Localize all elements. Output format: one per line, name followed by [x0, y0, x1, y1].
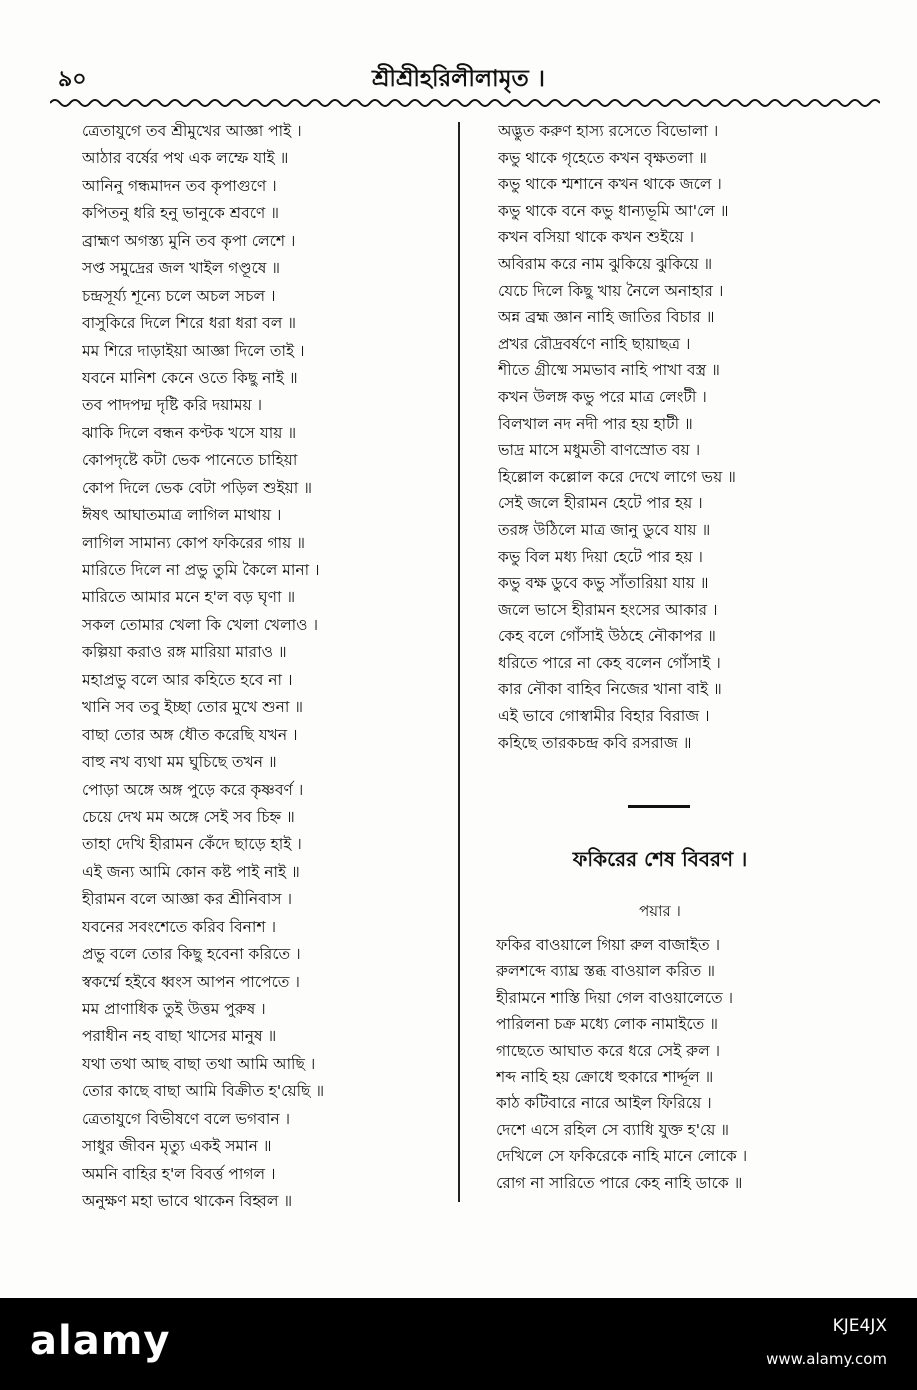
verse-line: হিল্লোল কল্লোল করে দেখে লাগে ভয় ॥: [498, 467, 736, 486]
verse-line: মম প্রাণাধিক তুই উত্তম পুরুষ ।: [82, 1000, 266, 1018]
verse-line: গাছেতে আঘাত করে ধরে সেই রুল ।: [496, 1041, 721, 1060]
verse-line: মারিতে আমার মনে হ'ল বড় ঘৃণা ॥: [82, 588, 296, 607]
verse-line: ত্রেতাযুগে তব শ্রীমুখের আজ্ঞা পাই ।: [82, 122, 302, 140]
verse-line: অমনি বাহির হ'ল বিবর্ত্ত পাগল ।: [82, 1164, 276, 1183]
verse-line: কার নৌকা বাহিব নিজের খানা বাই ॥: [498, 680, 722, 699]
verse-line: কোপদৃষ্টে কটা ভেক পানেতে চাহিয়া: [82, 451, 298, 470]
verse-line: কপিতনু ধরি হনু ভানুকে শ্রবণে ॥: [82, 204, 279, 223]
verse-line: কভু থাকে গৃহেতে কখন বৃক্ষতলা ॥: [498, 148, 707, 167]
verse-line: জলে ভাসে হীরামন হংসের আকার ।: [498, 600, 718, 619]
verse-line: চেয়ে দেখ মম অঙ্গে সেই সব চিহ্ন ॥: [82, 807, 295, 826]
page-title: শ্রীশ্রীহরিলীলামৃত ।: [372, 66, 545, 92]
wavy-divider: [50, 96, 880, 110]
verse-line: এই জন্য আমি কোন কষ্ট পাই নাই ॥: [82, 862, 300, 881]
verse-line: ফকির বাওয়ালে গিয়া রুল বাজাইত ।: [496, 936, 721, 954]
verse-line: ব্রাহ্মণ অগস্ত্য মুনি তব কৃপা লেশে ।: [82, 231, 296, 250]
verse-line: অনুক্ষণ মহা ভাবে থাকেন বিহ্বল ॥: [82, 1192, 293, 1211]
verse-line: পারিলনা চক্র মধ্যে লোক নামাইতে ॥: [496, 1015, 718, 1034]
verse-line: দেশে এসে রহিল সে ব্যাধি যুক্ত হ'য়ে ॥: [496, 1120, 730, 1139]
verse-line: দেখিলে সে ফকিরেকে নাহি মানে লোকে ।: [496, 1147, 748, 1166]
alamy-logo: alamy: [30, 1318, 171, 1364]
verse-line: আঠার বর্ষের পথ এক লম্ফে যাই ॥: [82, 149, 289, 168]
verse-line: পোড়া অঙ্গে অঙ্গ পুড়ে করে কৃষ্ণবর্ণ ।: [82, 780, 304, 799]
site-url: www.alamy.com: [766, 1350, 887, 1368]
verse-line: ঝাকি দিলে বন্ধন কণ্টক খসে যায় ॥: [82, 423, 297, 442]
verse-line: চন্দ্রসূর্য্য শূন্যে চলে অচল সচল ।: [82, 286, 276, 305]
section-verse-column: [496, 932, 826, 1196]
verse-line: স্বকর্ম্মে হইবে ধ্বংস আপন পাপেতে ।: [82, 972, 300, 991]
verse-line: সাধুর জীবন মৃত্যু একই সমান ॥: [82, 1137, 272, 1156]
meter-label: পয়ার ।: [639, 902, 681, 920]
verse-line: হীরামনে শাস্তি দিয়া গেল বাওয়ালেতে ।: [496, 988, 734, 1007]
verse-line: খানি সব তবু ইচ্ছা তোর মুখে শুনা ॥: [82, 698, 304, 717]
verse-line: মারিতে দিলে না প্রভু তুমি কৈলে মানা ।: [82, 561, 320, 579]
verse-line: সপ্ত সমুদ্রের জল খাইল গণ্ডূষে ॥: [82, 259, 281, 278]
verse-line: কল্পিয়া করাও রঙ্গ মারিয়া মারাও ॥: [82, 643, 287, 662]
verse-line: বিলখাল নদ নদী পার হয় হাটী ॥: [498, 414, 693, 433]
verse-line: বাহু নখ ব্যথা মম ঘুচিছে তখন ॥: [82, 753, 277, 772]
verse-line: শীতে গ্রীষ্মে সমভাব নাহি পাখা বস্ত্র ॥: [498, 361, 720, 380]
section-title: ফকিরের শেষ বিবরণ ।: [572, 847, 748, 871]
verse-line: রুলশব্দে ব্যাঘ্র স্তব্ধ বাওয়াল করিত ॥: [496, 962, 715, 981]
verse-line: যবনে মানিশ কেনে ওতে কিছু নাই ॥: [82, 368, 298, 387]
verse-line: অন্ন ব্রহ্ম জ্ঞান নাহি জাতির বিচার ॥: [498, 308, 715, 327]
verse-line: যবনের সবংশেতে করিব বিনাশ ।: [82, 917, 277, 936]
verse-line: কেহ বলে গোঁসাই উঠহে নৌকাপর ॥: [498, 627, 716, 646]
right-verse-column: [498, 118, 828, 756]
verse-line: তব পাদপদ্ম দৃষ্টি করি দয়াময় ।: [82, 396, 263, 415]
verse-line: আনিনু গন্ধমাদন তব কৃপাগুণে ।: [82, 176, 277, 195]
verse-line: যথা তথা আছ বাছা তথা আমি আছি ।: [82, 1054, 316, 1073]
verse-line: পরাধীন নহ বাছা খাসের মানুষ ॥: [82, 1027, 277, 1046]
verse-line: ভাদ্র মাসে মধুমতী বাণস্রোত বয় ।: [498, 441, 701, 460]
verse-line: কোপ দিলে ভেক বেটা পড়িল শুইয়া ॥: [82, 478, 312, 497]
verse-line: তোর কাছে বাছা আমি বিক্রীত হ'য়েছি ॥: [82, 1082, 325, 1101]
verse-line: ধরিতে পারে না কেহ বলেন গোঁসাই ।: [498, 653, 721, 672]
verse-line: তরঙ্গ উঠিলে মাত্র জানু ডুবে যায় ॥: [498, 520, 711, 539]
verse-line: লাগিল সামান্য কোপ ফকিরের গায় ॥: [82, 533, 305, 552]
left-verse-column: [82, 118, 452, 1216]
verse-line: কভু থাকে বনে কভু ধান্যভূমি আ'লে ॥: [498, 201, 729, 220]
verse-line: কখন বসিয়া থাকে কখন শুইয়ে ।: [498, 228, 695, 247]
verse-line: ত্রেতাযুগে বিভীষণে বলে ভগবান ।: [82, 1109, 291, 1128]
verse-line: বাসুকিরে দিলে শিরে ধরা ধরা বল ॥: [82, 314, 297, 333]
verse-line: কভু বক্ষ ডুবে কভু সাঁতারিয়া যায় ॥: [498, 574, 709, 593]
verse-line: কহিছে তারকচন্দ্র কবি রসরাজ ॥: [498, 733, 692, 752]
verse-line: এই ভাবে গোস্বামীর বিহার বিরাজ ।: [498, 707, 710, 726]
verse-line: প্রভু বলে তোর কিছু হবেনা করিতে ।: [82, 945, 301, 964]
image-id: KJE4JX: [832, 1316, 887, 1336]
verse-line: সকল তোমার খেলা কি খেলা খেলাও ।: [82, 615, 319, 634]
verse-line: রোগ না সারিতে পারে কেহ নাহি ডাকে ॥: [496, 1173, 743, 1192]
verse-line: শব্দ নাহি হয় ক্রোধে হুকারে শার্দ্দূল ॥: [496, 1067, 714, 1086]
verse-line: ঈষৎ আঘাতমাত্র লাগিল মাথায় ।: [82, 506, 282, 525]
verse-line: মম শিরে দাড়াইয়া আজ্ঞা দিলে তাই ।: [82, 341, 305, 360]
verse-line: মহাপ্রভু বলে আর কহিতে হবে না ।: [82, 670, 293, 689]
verse-line: তাহা দেখি হীরামন কেঁদে ছাড়ে হাই ।: [82, 835, 302, 854]
verse-line: যেচে দিলে কিছু খায় নৈলে অনাহার ।: [498, 281, 724, 300]
verse-line: প্রখর রৌদ্রবর্ষণে নাহি ছায়াছত্র ।: [498, 334, 691, 353]
verse-line: কখন উলঙ্গ কভু পরে মাত্র লেংটী ।: [498, 387, 707, 406]
section-rule: [628, 805, 690, 808]
verse-line: হীরামন বলে আজ্ঞা কর শ্রীনিবাস ।: [82, 890, 292, 909]
verse-line: কভু থাকে শ্মশানে কখন থাকে জলে ।: [498, 175, 722, 194]
verse-line: সেই জলে হীরামন হেটে পার হয় ।: [498, 494, 703, 513]
column-divider: [458, 122, 460, 1202]
verse-line: অদ্ভুত করুণ হাস্য রসেতে বিভোলা ।: [498, 122, 719, 140]
verse-line: কাঠ কটিবারে নারে আইল ফিরিয়ে ।: [496, 1094, 712, 1113]
verse-line: বাছা তোর অঙ্গ ধৌত করেছি যখন ।: [82, 725, 298, 744]
page-number: ৯০: [58, 67, 87, 92]
verse-line: অবিরাম করে নাম ঝুকিয়ে ঝুকিয়ে ॥: [498, 254, 713, 273]
verse-line: কভু বিল মধ্য দিয়া হেটে পার হয় ।: [498, 547, 703, 566]
